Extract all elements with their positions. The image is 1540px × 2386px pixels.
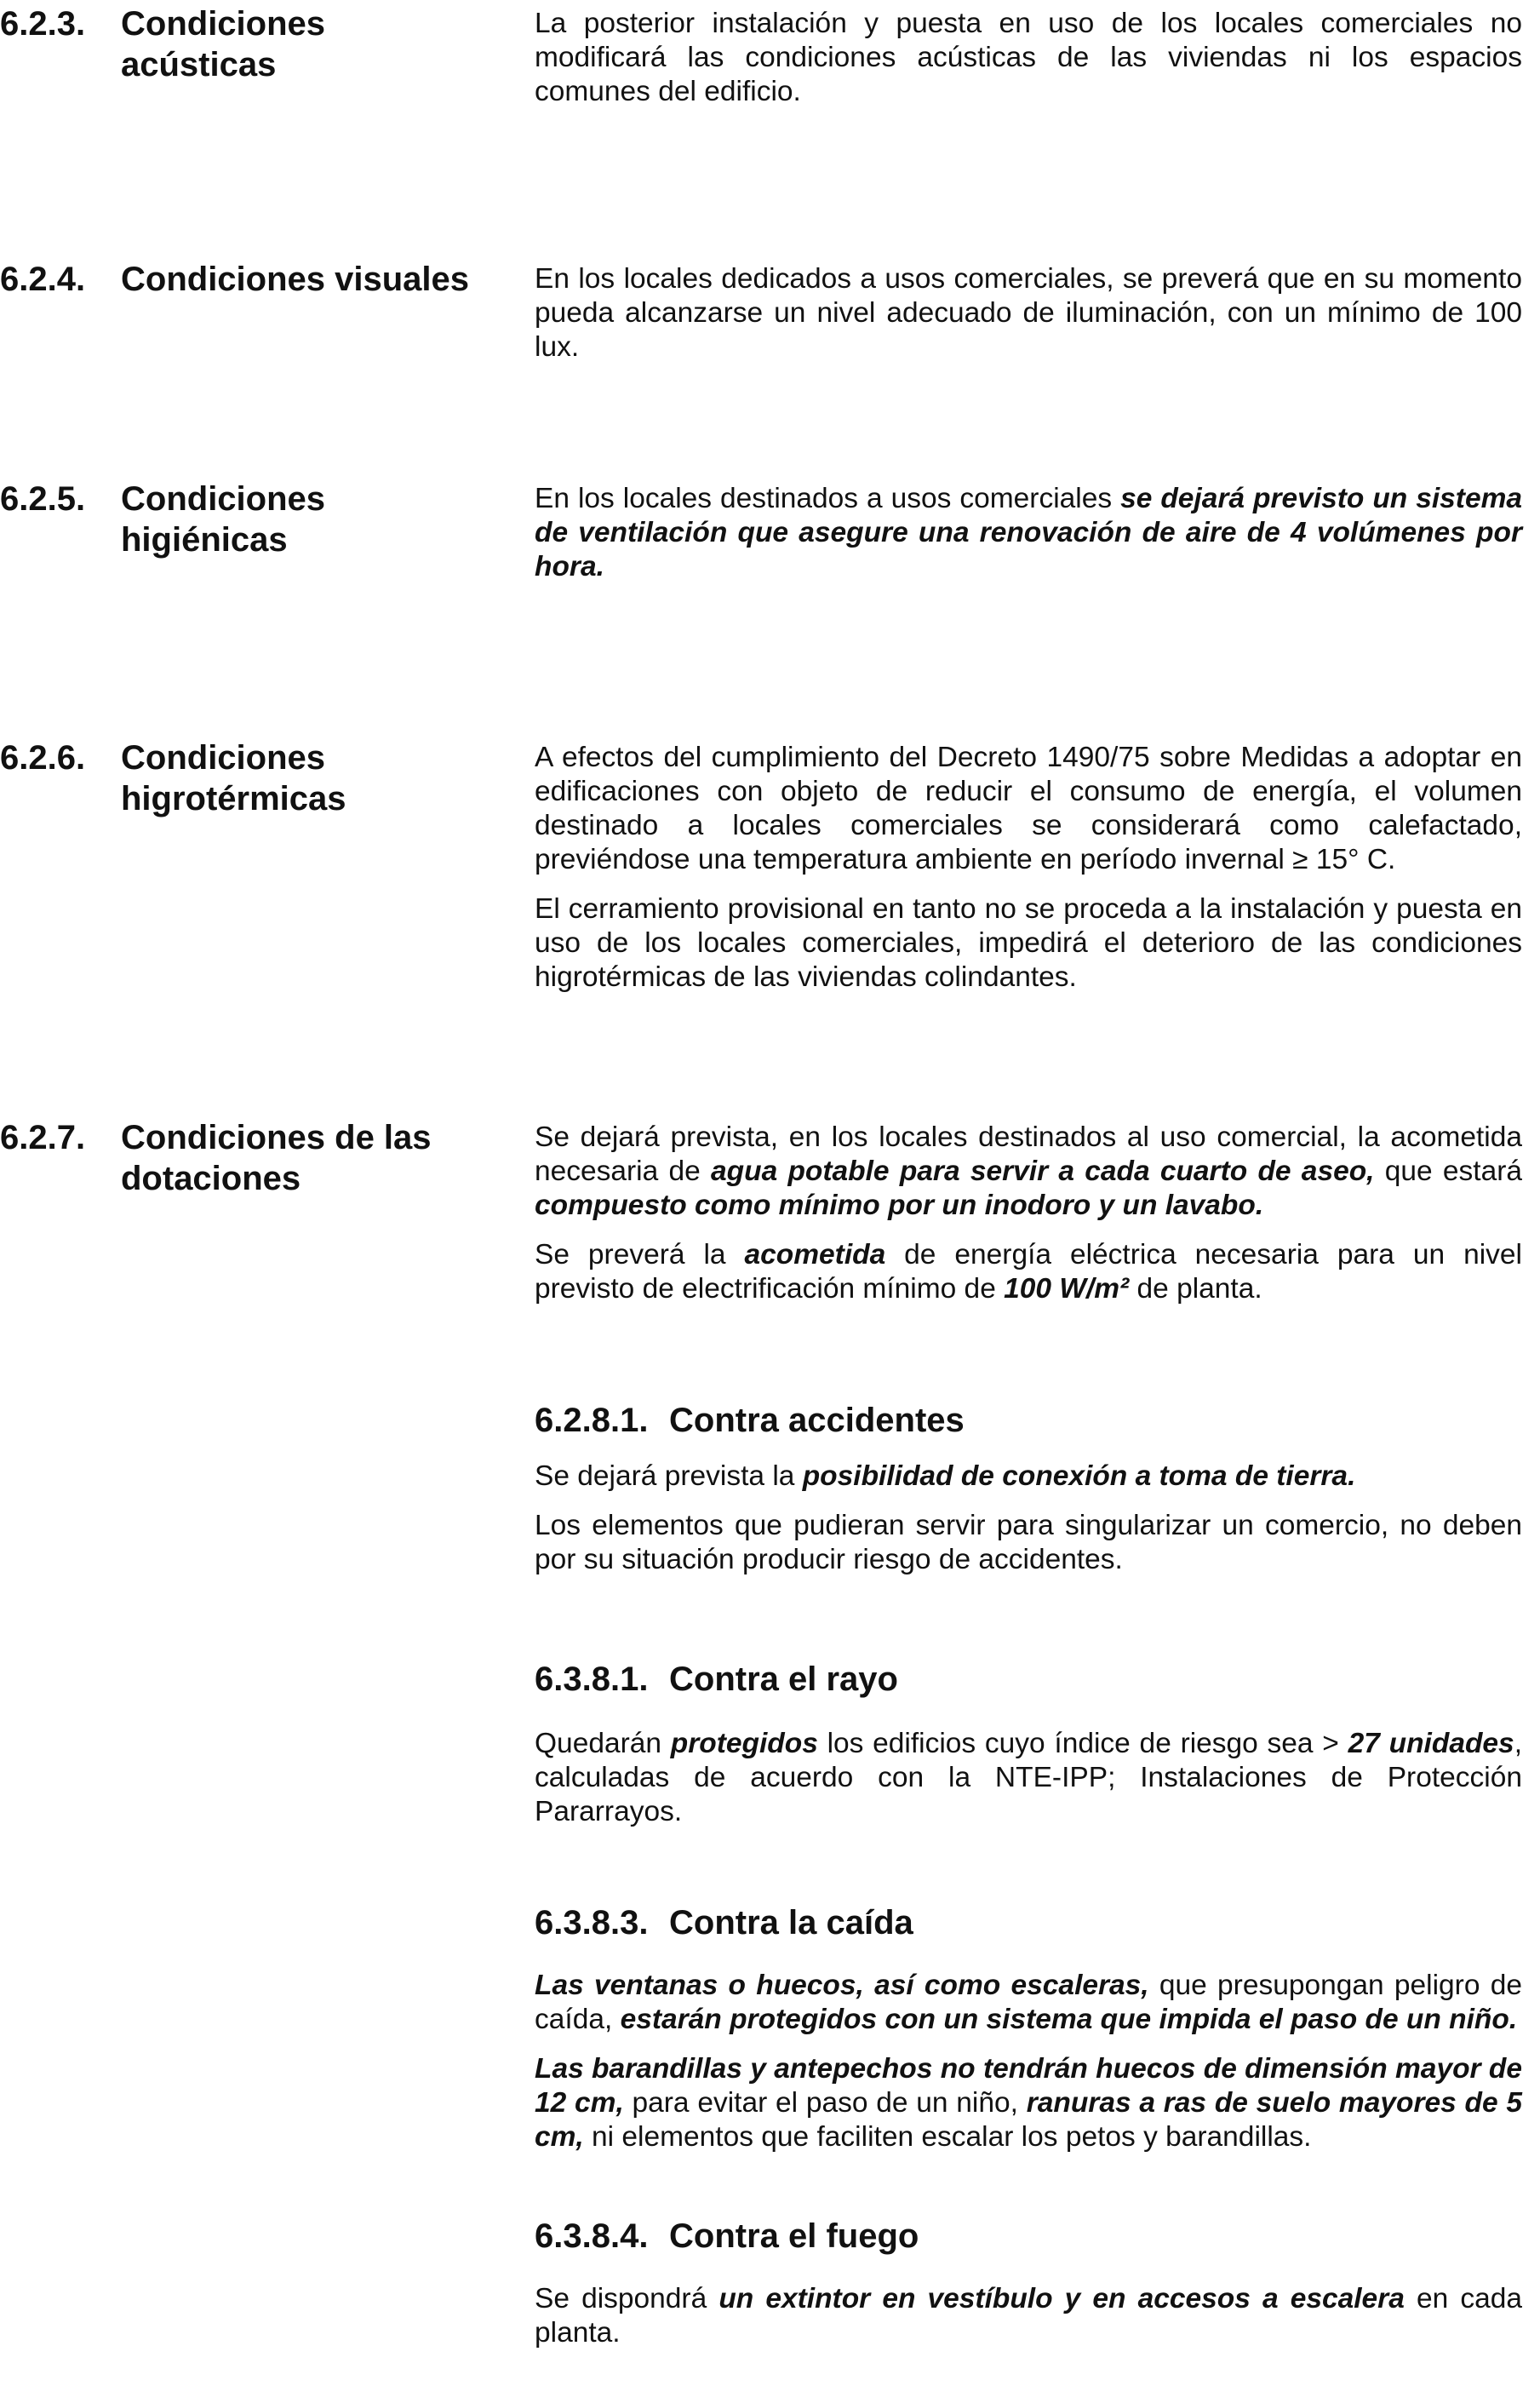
section-title: Condiciones visuales xyxy=(121,261,470,298)
emphasis-text: estarán protegidos con un sistema que impida el paso de un niño. xyxy=(620,2004,1518,2035)
subsection-title: Contra la caída xyxy=(669,1904,913,1941)
body-text: Se dejará prevista la xyxy=(535,1460,803,1492)
emphasis-text: 27 unidades xyxy=(1348,1728,1514,1759)
section-body xyxy=(535,741,1522,1010)
subsection-title: Contra el rayo xyxy=(669,1660,898,1698)
body-text: Se dispondrá xyxy=(535,2283,719,2314)
subsection-heading xyxy=(535,2216,919,2257)
paragraph xyxy=(535,741,1522,877)
paragraph xyxy=(535,1969,1522,2037)
emphasis-text: acometida xyxy=(744,1239,886,1270)
paragraph xyxy=(535,2282,1522,2350)
body-text: Se preverá la xyxy=(535,1239,745,1270)
section-number: 6.2.5. xyxy=(0,480,86,518)
body-text: ni elementos que faciliten escalar los petos y barandillas. xyxy=(583,2121,1312,2153)
subsection-number: 6.3.8.3. xyxy=(535,1904,649,1941)
section-title: Condiciones higiénicas xyxy=(121,480,326,559)
paragraph xyxy=(535,7,1522,109)
paragraph xyxy=(535,262,1522,364)
subsection-number: 6.3.8.1. xyxy=(535,1660,649,1698)
body-text: En los locales destinados a usos comerciales xyxy=(535,483,1121,514)
emphasis-text: agua potable para servir a cada cuarto de aseo, xyxy=(711,1156,1375,1187)
paragraph xyxy=(535,1509,1522,1577)
body-text: los edificios cuyo índice de riesgo sea > xyxy=(817,1728,1348,1759)
subsection-body xyxy=(535,1727,1522,1844)
subsection-number: 6.3.8.4. xyxy=(535,2217,649,2255)
paragraph xyxy=(535,482,1522,584)
subsection-heading xyxy=(535,1659,898,1700)
section-number: 6.2.7. xyxy=(0,1119,86,1156)
body-text: que estará xyxy=(1374,1156,1522,1187)
emphasis-text: protegidos xyxy=(670,1728,818,1759)
emphasis-text: Las barandillas y antepechos no tendrán huecos de dimensión mayor de 12 cm, xyxy=(535,2053,1522,2119)
section-body xyxy=(535,262,1522,380)
section-title: Condiciones acústicas xyxy=(121,5,326,83)
paragraph xyxy=(535,1460,1522,1494)
subsection-body xyxy=(535,1460,1522,1592)
section-title: Condiciones de las dotaciones xyxy=(121,1119,432,1197)
paragraph xyxy=(535,892,1522,995)
subsection-title: Contra el fuego xyxy=(669,2217,919,2255)
body-text: A efectos del cumplimiento del Decreto 1490/75 sobre Medidas a adoptar en edificaciones con objeto de reducir el consumo de energía, el volumen destinado a locales comerciales se considerará como calefactado, previéndose una temperatura ambiente en período invernal ≥ 15° C. xyxy=(535,742,1522,875)
subsection-heading xyxy=(535,1902,913,1943)
body-text: Quedarán xyxy=(535,1728,671,1759)
emphasis-text: 100 W/m² xyxy=(1004,1273,1130,1305)
section-number: 6.2.4. xyxy=(0,261,86,298)
subsection-title: Contra accidentes xyxy=(669,1402,965,1439)
emphasis-text: un extintor en vestíbulo y en accesos a escalera xyxy=(718,2283,1405,2314)
body-text: de planta. xyxy=(1129,1273,1262,1305)
subsection-body xyxy=(535,2282,1522,2366)
body-text: La posterior instalación y puesta en uso de los locales comerciales no modificará las condiciones acústicas de las viviendas ni los espacios comunes del edificio. xyxy=(535,8,1522,107)
paragraph xyxy=(535,2052,1522,2154)
body-text: de energía eléctrica necesaria para un nivel previsto de electrificación mínimo de xyxy=(535,1239,1522,1305)
section-title: Condiciones higrotérmicas xyxy=(121,739,346,817)
emphasis-text: se dejará previsto un sistema de ventilación que asegure una renovación de aire de 4 volúmenes por hora. xyxy=(535,483,1522,582)
body-text: En los locales dedicados a usos comerciales, se preverá que en su momento pueda alcanzarse un nivel adecuado de iluminación, con un mínimo de 100 lux. xyxy=(535,263,1522,363)
body-text: en cada planta. xyxy=(535,2283,1522,2349)
section-number: 6.2.3. xyxy=(0,5,86,43)
body-text: Se dejará prevista, en los locales destinados al uso comercial, la acometida necesaria de xyxy=(535,1121,1522,1187)
subsection-body xyxy=(535,1969,1522,2170)
emphasis-text: compuesto como mínimo por un inodoro y un lavabo. xyxy=(535,1190,1264,1221)
paragraph xyxy=(535,1727,1522,1829)
paragraph xyxy=(535,1121,1522,1223)
emphasis-text: posibilidad de conexión a toma de tierra. xyxy=(802,1460,1356,1492)
subsection-number: 6.2.8.1. xyxy=(535,1402,649,1439)
body-text: El cerramiento provisional en tanto no se proceda a la instalación y puesta en uso de los locales comerciales, impedirá el deterioro de las condiciones higrotérmicas de las viviendas colindantes. xyxy=(535,893,1522,993)
emphasis-text: Las ventanas o huecos, así como escaleras, xyxy=(535,1970,1149,2001)
emphasis-text: ranuras a ras de suelo mayores de 5 cm, xyxy=(535,2087,1522,2153)
body-text: , calculadas de acuerdo con la NTE-IPP; Instalaciones de Protección Pararrayos. xyxy=(535,1728,1522,1827)
body-text: que presupongan peligro de caída, xyxy=(535,1970,1522,2035)
paragraph xyxy=(535,1238,1522,1306)
section-body xyxy=(535,482,1522,599)
body-text: para evitar el paso de un niño, xyxy=(623,2087,1027,2119)
body-text: Los elementos que pudieran servir para singularizar un comercio, no deben por su situación producir riesgo de accidentes. xyxy=(535,1510,1522,1575)
section-number: 6.2.6. xyxy=(0,739,86,777)
subsection-heading xyxy=(535,1400,965,1441)
section-body xyxy=(535,1121,1522,1322)
section-body xyxy=(535,7,1522,124)
